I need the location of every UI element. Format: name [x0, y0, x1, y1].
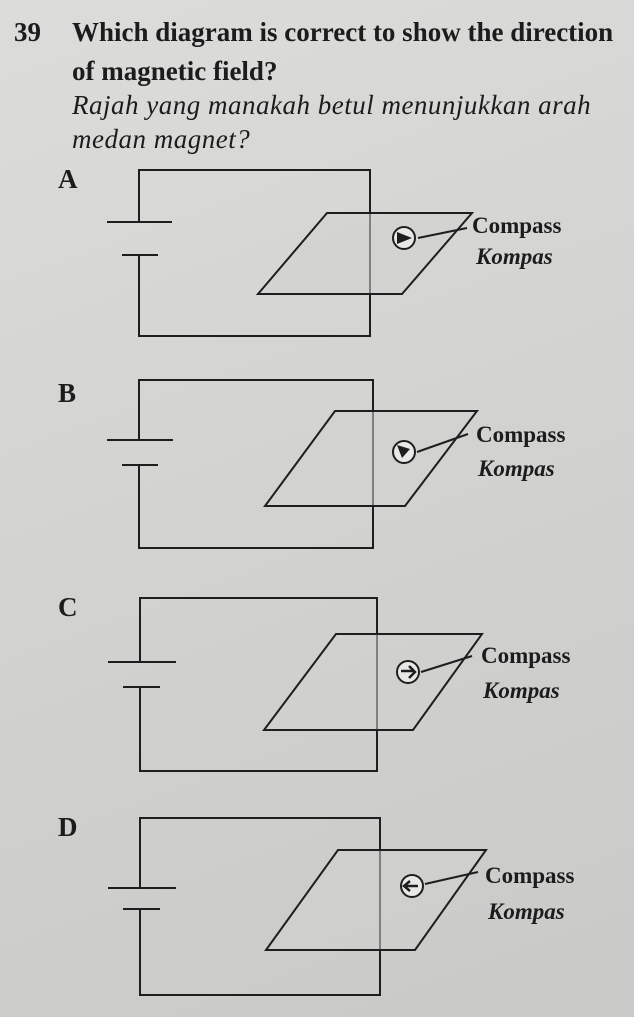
cardboard-plane [265, 411, 477, 506]
option-c-letter[interactable]: C [58, 592, 78, 622]
cardboard-plane [266, 850, 486, 950]
option-c-diagram [0, 590, 634, 790]
cardboard-plane [258, 213, 472, 294]
compass-label-en: Compass [472, 213, 562, 238]
question-text-english-line2: of magnetic field? [72, 56, 278, 86]
cardboard-plane [264, 634, 482, 730]
compass-label-ms: Kompas [488, 899, 565, 924]
option-b-diagram [0, 372, 634, 572]
question-text-english-line1: Which diagram is correct to show the direction [72, 17, 614, 47]
compass-label-en: Compass [481, 643, 571, 668]
option-a-diagram [0, 160, 634, 360]
question-text-malay-line2: medan magnet? [72, 124, 251, 154]
compass-label-ms: Kompas [483, 678, 560, 703]
option-d-diagram [0, 808, 634, 1008]
compass-label-ms: Kompas [478, 456, 555, 481]
compass-label-en: Compass [476, 422, 566, 447]
compass-label-ms: Kompas [476, 244, 553, 269]
option-b-letter[interactable]: B [58, 378, 77, 408]
option-d-letter[interactable]: D [58, 812, 78, 842]
compass-label-en: Compass [485, 863, 575, 888]
question-number: 39 [14, 17, 41, 47]
option-a-letter[interactable]: A [58, 164, 78, 194]
question-text-malay-line1: Rajah yang manakah betul menunjukkan arah [72, 90, 592, 120]
